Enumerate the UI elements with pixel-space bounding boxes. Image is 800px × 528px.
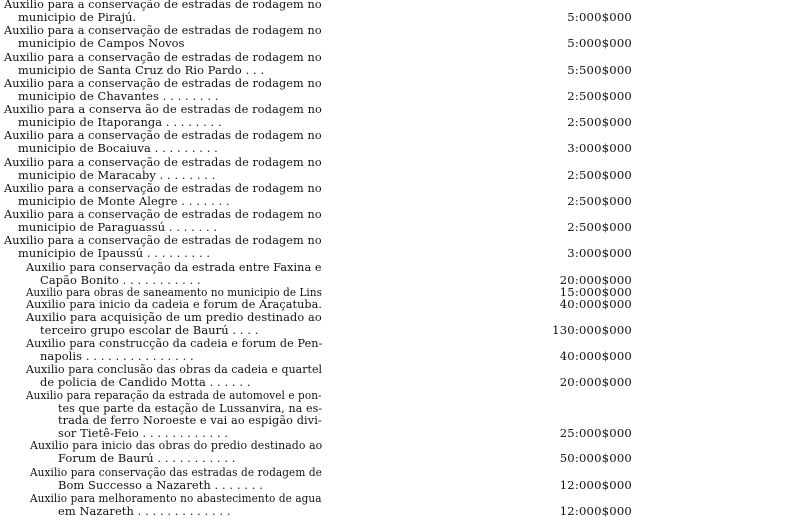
entry-amount: 130:000$000 bbox=[552, 322, 632, 337]
budget-entry bbox=[0, 51, 800, 78]
entry-amount: 40:000$000 bbox=[559, 297, 632, 311]
entry-amount: 2:500$000 bbox=[567, 114, 632, 129]
budget-entry bbox=[0, 24, 800, 51]
entry-description-line: Auxilio para a conservação de estradas de rodagem no bbox=[4, 23, 322, 37]
budget-entry bbox=[0, 466, 800, 493]
entry-description-line: Auxilio para inicio da cadeia e forum de Araçatuba. bbox=[26, 297, 323, 311]
budget-entry bbox=[0, 389, 800, 441]
entry-amount: 20:000$000 bbox=[559, 374, 632, 389]
entry-description-line: Auxilio para inicio das obras do predio destinado ao bbox=[30, 438, 323, 452]
entry-description-line: Capão Bonito . . . . . . . . . . . bbox=[40, 272, 201, 287]
budget-entry bbox=[0, 363, 800, 390]
entry-description-line: municipio de Ipaussú . . . . . . . . . bbox=[18, 245, 211, 260]
entry-description-line: Auxilio para conservação das estradas de rodagem de bbox=[30, 465, 322, 479]
entry-description-line: municipio de Pirajú. bbox=[18, 9, 137, 24]
entry-description-line: Auxilio para a conservação de estradas de rodagem no bbox=[4, 233, 322, 247]
budget-entry bbox=[0, 439, 800, 466]
entry-description-line: Auxilio para a conservação de estradas de rodagem no bbox=[4, 155, 322, 169]
entry-description-line: municipio de Bocaiuva . . . . . . . . . bbox=[18, 140, 218, 155]
budget-entry bbox=[0, 208, 800, 235]
entry-description-line: Auxilio para reparação da estrada de automovel e pon- bbox=[26, 388, 322, 402]
budget-entry bbox=[0, 234, 800, 261]
entry-description-line: Bom Successo a Nazareth . . . . . . . bbox=[58, 477, 263, 492]
entry-amount: 2:500$000 bbox=[567, 88, 632, 103]
entry-description-line: Auxilio para a conservação de estradas de rodagem no bbox=[4, 50, 322, 64]
entry-description-line: Auxilio para a conservação de estradas de rodagem no bbox=[4, 128, 322, 142]
entry-description-line: municipio de Santa Cruz do Rio Pardo . . . bbox=[18, 62, 265, 77]
entry-amount: 3:000$000 bbox=[567, 245, 632, 260]
entry-description-line: sor Tietê-Feio . . . . . . . . . . . . bbox=[58, 425, 229, 440]
entry-description-line: municipio de Chavantes . . . . . . . . bbox=[18, 88, 219, 103]
entry-description-line: Auxilio para acquisição de um predio destinado ao bbox=[26, 310, 322, 324]
entry-amount: 50:000$000 bbox=[559, 450, 632, 465]
budget-entry bbox=[0, 129, 800, 156]
entry-description-line: municipio de Itaporanga . . . . . . . . bbox=[18, 114, 222, 129]
budget-entry bbox=[0, 311, 800, 338]
entry-description-line: napolis . . . . . . . . . . . . . . . bbox=[40, 348, 194, 363]
entry-description-line: municipio de Maracaby . . . . . . . . bbox=[18, 167, 216, 182]
entry-description-line: Forum de Baurú . . . . . . . . . . . bbox=[58, 450, 236, 465]
entry-description-line: Auxilio para conclusão das obras da cadeia e quartel bbox=[26, 362, 323, 376]
entry-description-line: Auxilio para obras de saneamento no municipio de Lins bbox=[26, 285, 322, 299]
entry-description-line: Auxilio para conservação da estrada entre Faxina e bbox=[26, 260, 322, 274]
entry-description-line: Auxilio para a conservação de estradas de rodagem no bbox=[4, 76, 322, 90]
entry-amount: 2:500$000 bbox=[567, 167, 632, 182]
entry-amount: 2:500$000 bbox=[567, 219, 632, 234]
entry-amount: 15:000$000 bbox=[559, 285, 632, 299]
budget-entry bbox=[0, 182, 800, 209]
entry-description-line: Auxilio para a conservação de estradas de rodagem no bbox=[4, 0, 322, 11]
entry-description-line: trada de ferro Noroeste e vai ao espigão divi- bbox=[58, 413, 322, 428]
entry-description-line: municipio de Paraguassú . . . . . . . bbox=[18, 219, 218, 234]
entry-description-line: tes que parte da estação de Lussanvira, na es- bbox=[58, 400, 323, 415]
entry-amount: 5:000$000 bbox=[567, 9, 632, 24]
entry-amount: 40:000$000 bbox=[559, 348, 632, 363]
entry-amount: 2:500$000 bbox=[567, 193, 632, 208]
entry-amount: 25:000$000 bbox=[559, 425, 632, 440]
budget-entry bbox=[0, 156, 800, 183]
entry-description-line: Auxilio para a conserva ão de estradas de rodagem no bbox=[4, 102, 322, 116]
entry-description-line: Auxilio para melhoramento no abastecimento de agua bbox=[30, 491, 322, 505]
entry-description-line: de policia de Candido Motta . . . . . . bbox=[40, 374, 251, 389]
entry-amount: 12:000$000 bbox=[559, 503, 632, 518]
entry-description-line: em Nazareth . . . . . . . . . . . . . bbox=[58, 503, 231, 518]
entry-amount: 5:500$000 bbox=[567, 62, 632, 77]
entry-description-line: terceiro grupo escolar de Baurú . . . . bbox=[40, 322, 259, 337]
budget-entry bbox=[0, 492, 800, 519]
entry-description-line: Auxilio para construcção da cadeia e forum de Pen- bbox=[26, 336, 323, 350]
entry-description-line: municipio de Monte Alegre . . . . . . . bbox=[18, 193, 230, 208]
budget-entry bbox=[0, 103, 800, 130]
entry-description-line: Auxilio para a conservação de estradas de rodagem no bbox=[4, 181, 322, 195]
entry-description-line: Auxilio para a conservação de estradas de rodagem no bbox=[4, 207, 322, 221]
budget-entry bbox=[0, 0, 800, 25]
entry-amount: 12:000$000 bbox=[559, 477, 632, 492]
entry-description-line: municipio de Campos Novos bbox=[18, 35, 185, 50]
entry-amount: 5:000$000 bbox=[567, 35, 632, 50]
budget-entry bbox=[0, 337, 800, 364]
budget-entry bbox=[0, 77, 800, 104]
entry-amount: 3:000$000 bbox=[567, 140, 632, 155]
entry-amount: 20:000$000 bbox=[559, 272, 632, 287]
